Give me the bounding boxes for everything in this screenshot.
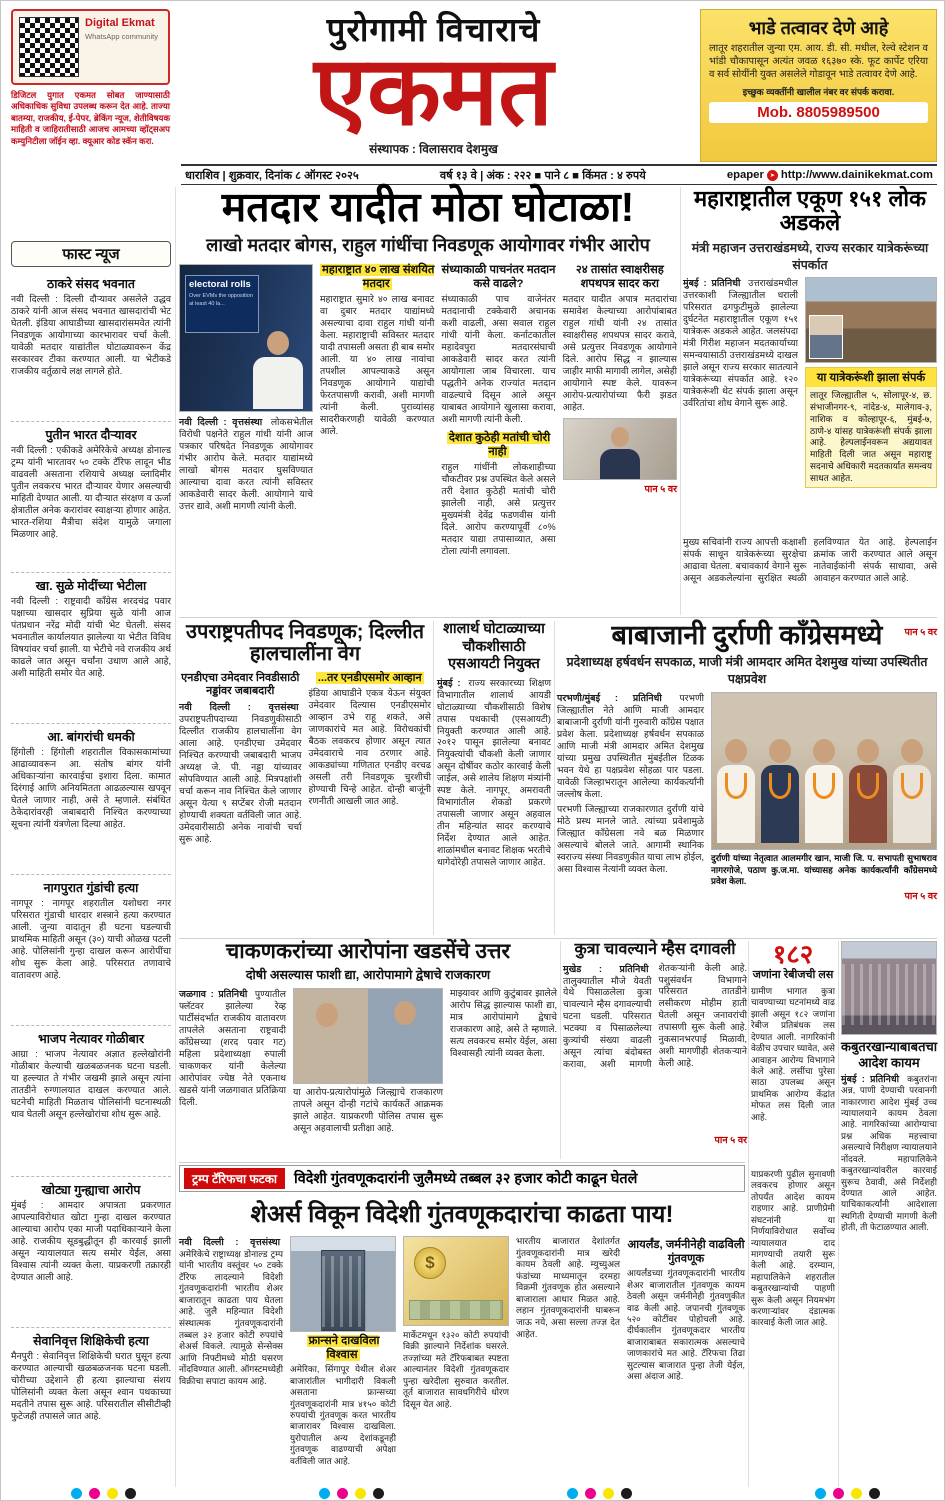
france-body: अमेरिका, सिंगापूर येथील शेअर बाजारांतील भागीदारी विकली असताना फ्रान्सच्या गुंतवणूकदारांनी मात्र ४१५० कोटी रुपयांची गुंतवणूक करत भारतीय बाजारावर विश्वास दाखविला. युरोपातील अन्य देशांकडूनही गुंतवणूक वाढण्याची अपेक्षा वर्तविली जात आहे.: [290, 1364, 396, 1466]
market-col-1: [179, 1236, 283, 1484]
fast-news-body: नवी दिल्ली : राष्ट्रवादी काँग्रेस शरदचंद्र पवार पक्षाच्या खासदार सुप्रिया सुळे यांनी आज पंतप्रधान नरेंद्र मोदी यांची भेट घेतली. संसद भवनातील कार्यालयात झालेल्या या भेटीत विविध विषयांवर चर्चा झाली. या भेटीचे नवे राजकीय अर्थ काढले जात असून चर्चांना उधाण आले आहे, अशी माहिती समोर येत आहे.: [11, 596, 171, 678]
dateline-place: धाराशिव | शुक्रवार, दिनांक ८ ऑगस्ट २०२५: [185, 169, 359, 182]
qr-ad-subtitle: WhatsApp community: [85, 31, 158, 41]
print-registration-marks: [71, 1488, 136, 1499]
cmyk-dot: [585, 1488, 596, 1499]
vp-body-2: इंडिया आघाडीने एकत्र येऊन संयुक्त उमेदवार दिल्यास एनडीएसमोर आव्हान उभे राहू शकते, असे जाणकारांचे मत आहे. विरोधकांची बैठक लवकरच होणार असून त्यात उमेदवाराचे नाव ठरणार आहे. आकड्यांच्या गणितात एनडीए वरचढ असली तरी निवडणूक चुरशीची होण्याची चिन्हे आहेत. दोन्ही बाजूंनी रणनीती आखली जात आहे.: [308, 687, 431, 806]
babajani-text-col: [557, 692, 704, 938]
vp-headline: उपराष्ट्रपतीपद निवडणूक; दिल्लीत हालचालींना वेग: [186, 621, 424, 666]
epaper-globe-icon: ➤: [767, 170, 778, 181]
fast-news-item: [11, 271, 171, 422]
fast-news-title: भाजप नेत्यावर गोळीबार: [37, 1032, 145, 1046]
market-body-mid: मार्केटमधून १३२० कोटी रुपयांची विक्री झाल्याने निर्देशांक घसरले. तज्ज्ञांच्या मते टॅरिफबाबत स्पष्टता आल्यानंतर विदेशी गुंतवणूकदार पुन्हा खरेदीला सुरुवात करतील. तूर्त बाजारात सावधगिरीचे धोरण दिसून येत आहे.: [403, 1330, 509, 1409]
market-col-3: [403, 1236, 509, 1484]
vp-kicker-1: एनडीएचा उमेदवार निवडीसाठी नड्डांवर जबाबदारी: [181, 671, 300, 697]
fast-news-title: खोट्या गुन्ह्याचा आरोप: [41, 1183, 141, 1197]
fast-news-title: खा. सुळे मोदींच्या भेटीला: [35, 579, 147, 593]
fast-news-item: [11, 1328, 171, 1479]
currency-stack: [409, 1300, 503, 1320]
rabies-body: ग्रामीण भागात कुत्रा चावण्याच्या घटनांमध्ये वाढ झाली असून १८२ जणांना रेबीज प्रतिबंधक लस देण्यात आली. नागरिकांनी वेळीच उपचार घ्यावेत, असे आवाहन आरोग्य विभागाने केले आहे. लसींचा पुरेसा साठा उपलब्ध असून प्राथमिक आरोग्य केंद्रांत मोफत लस दिली जात आहे.: [751, 985, 835, 1122]
pigeon-body-2: याप्रकरणी पुढील सुनावणी लवकरच होणार असून तोपर्यंत आदेश कायम राहणार आहे. प्राणीप्रेमी संघटनांनी या निर्णयाविरोधात सर्वोच्च न्यायालयात दाद मागण्याची तयारी सुरू केली आहे. दरम्यान, महापालिकेने शहरातील कबुतरखान्यांची पाहणी सुरू केली असून नियमभंग करणाऱ्यांवर दंडात्मक कारवाई केली जात आहे.: [751, 1169, 835, 1328]
person-figure: [848, 739, 888, 849]
person-head: [316, 1003, 338, 1027]
fast-news-column: [11, 241, 171, 1488]
fast-news-header: फास्ट न्यूज: [11, 241, 171, 267]
photo-party-induction-group: [711, 692, 937, 850]
continued-on-page-ref: पान ५ वर: [644, 483, 677, 495]
tariff-banner: [179, 1165, 745, 1192]
trapped-byline: मुंबई : प्रतिनिधी: [683, 277, 741, 289]
photo-bse-building: [290, 1236, 396, 1332]
sit-byline: मुंबई :: [437, 676, 461, 688]
person-head: [267, 331, 289, 355]
contact-box-body: लातूर जिल्ह्यातील ५, सोलापूर-४, छ. संभाजीनगर-९, नांदेड-४, मालेगाव-३, नाशिक व कोल्हापूर-६, मुंबई-७, ठाणे-४ यांसह यात्रेकरूंशी संपर्क झाला आहे. हेल्पलाईनवरून अद्ययावत माहिती दिली जात असून महाराष्ट्र सदनाचे अधिकारी मदतकार्यात समन्वय साधत आहेत.: [810, 390, 932, 483]
lead-sub1-title: महाराष्ट्रात ४० लाख संशयित मतदार: [322, 264, 435, 290]
babajani-congress-story: [557, 621, 937, 935]
trapped-text-col: [683, 277, 798, 533]
qr-ad-body: डिजिटल युगात एकमत सोबत जाण्यासाठी अधिकाधिक सुविधा उपलब्ध करून देत आहे. ताज्या बातम्या, राजकीय, ई-पेपर, ब्रेकिंग न्यूज, शेतीविषयक माहिती व जाहिरातीसाठी आजच आमच्या व्हॉट्सअप कम्युनिटीला जॉईन व्हा. क्यूआर कोड स्कॅन करा.: [11, 90, 170, 146]
rent-ad-note: इच्छुक व्यक्तींनी खालील नंबर वर संपर्क करावा.: [742, 86, 895, 97]
cmyk-dot: [567, 1488, 578, 1499]
rent-advertisement: [700, 9, 937, 162]
bse-tower: [321, 1250, 365, 1331]
khadse-body-2: माझ्यावर आणि कुटुंबावर झालेले आरोप सिद्ध झाल्यास फाशी द्या, मात्र आरोपांमागे द्वेषाचे राजकारण आहे, असे ते म्हणाले. सत्य लवकरच समोर येईल, असा विश्वासही त्यांनी व्यक्त केला.: [450, 988, 557, 1058]
fast-news-title: नागपुरात गुंडांची हत्या: [43, 881, 139, 895]
fast-news-body: मुंबई : आमदार अपात्रता प्रकरणात आपल्याविरोधात खोटा गुन्हा दाखल करण्यात आल्याचा आरोप एका माजी पदाधिकाऱ्याने केला आहे. राजकीय सूडबुद्धीतून ही कारवाई झाली असून न्यायालयात सत्य समोर येईल, असा विश्वास त्यांनी व्यक्त केला. याप्रकरणी तक्रारही देण्यात आली आहे.: [11, 1200, 171, 1282]
market-body-2: भारतीय बाजारात देशांतर्गत गुंतवणूकदारांनी मात्र खरेदी कायम ठेवली आहे. म्युच्युअल फंडांच्या माध्यमातून दरमहा विक्रमी गुंतवणूक होत असल्याने बाजाराला आधार मिळत आहे. लहान गुंतवणूकदारांनी घाबरून जाऊ नये, असा सल्ला तज्ज्ञ देत आहेत.: [516, 1236, 620, 1339]
print-registration-marks: [815, 1488, 880, 1499]
babajani-body-2: परभणी जिल्ह्याच्या राजकारणात दुर्राणी यांचे मोठे प्रस्थ मानले जाते. त्यांच्या प्रवेशामुळे जिल्ह्यात काँग्रेसला नवे बळ मिळणार असल्याचे बोलले जाते. आगामी स्थानिक स्वराज्य संस्था निवडणुकीत याचा लाभ होईल, असा विश्वास नेत्यांनी व्यक्त केला.: [557, 803, 704, 874]
continued-on-page-ref: पान ५ वर: [714, 1134, 747, 1146]
fast-news-title: सेवानिवृत्त शिक्षिकेची हत्या: [33, 1334, 149, 1348]
lead-headline: मतदार यादीत मोठा घोटाळा!: [221, 184, 635, 230]
lead-col-1: [320, 264, 434, 594]
person-head: [611, 427, 629, 447]
market-body-1: अमेरिकेचे राष्ट्राध्यक्ष डोनाल्ड ट्रम्प यांनी भारतीय वस्तूंवर ५० टक्के टॅरिफ लादल्याने विदेशी गुंतवणूकदारांनी भारतीय शेअर बाजारातून काढता पाय घेतला आहे. जुलै महिन्यात विदेशी संस्थात्मक गुंतवणूकदारांनी तब्बल ३२ हजार कोटी रुपयांचे शेअर्स विकले. त्यामुळे सेन्सेक्स आणि निफ्टीमध्ये मोठी घसरण नोंदविण्यात आली. ऑगस्टमध्येही विक्रीचा सपाटा कायम आहे.: [179, 1248, 283, 1386]
divider: [748, 941, 749, 1487]
presentation-slide: [185, 275, 259, 333]
vp-election-story: [179, 621, 431, 935]
vp-col-2: [309, 672, 432, 928]
contacted-pilgrims-box: [805, 367, 937, 488]
buffalo-byline: मुखेड : प्रतिनिधी: [563, 962, 649, 974]
divider: [179, 617, 937, 618]
cmyk-dot: [815, 1488, 826, 1499]
buffalo-body: तालुक्यातील मौजे येवती येथे पिसाळलेला कुत्रा चावल्याने म्हैस दगावल्याची घटना घडली. परिसरात भटक्या व पिसाळलेल्या कुत्र्यांची संख्या वाढली असून त्यांचा बंदोबस्त करावा, अशी मागणी शेतकऱ्यांनी केली आहे. पशुसंवर्धन विभागाने परिसरात तातडीने लसीकरण मोहीम हाती घेतली असून जनावरांची तपासणी सुरू केली आहे. नुकसानभरपाई मिळावी, अशी मागणीही शेतकऱ्याने केली आहे.: [563, 962, 747, 1070]
epaper-label: epaper: [726, 169, 764, 181]
continued-on-page-ref: पान ५ वर: [904, 627, 937, 639]
sit-body: राज्य सरकारच्या शिक्षण विभागातील शालार्थ आयडी घोटाळ्याच्या चौकशीसाठी विशेष तपास पथकाची (एसआयटी) नियुक्ती करण्यात आली आहे. २०१२ पासून झालेल्या बनावट नियुक्त्यांची चौकशी केली जाणार असून दोषींवर कठोर कारवाई केली जाईल, असे शालेय शिक्षण मंत्र्यांनी स्पष्ट केले. नागपूर, अमरावती विभागांतील शेकडो प्रकरणे तपासली जाणार असून अहवाल तीन महिन्यांत सादर करण्याचे निर्देश देण्यात आले आहेत. शाळांमधील बनावट शिक्षक भरतीचे धागेदोरेही तपासले जाणार आहेत.: [437, 677, 551, 867]
buffalo-story: [563, 941, 747, 1159]
tariff-banner-text: विदेशी गुंतवणूकदारांनी जुलैमध्ये तब्बल ३२ हजार कोटी काढून घेतले: [294, 1171, 638, 1187]
qr-ad-brand: Digital Ekmat: [85, 17, 155, 29]
masthead-title: एकमत: [314, 37, 553, 145]
pigeon-house-story: [841, 941, 937, 1487]
photo-money-dollar: [403, 1236, 509, 1326]
buffalo-headline: कुत्रा चावल्याने म्हैस दगावली: [574, 941, 736, 958]
photo-landslide: [805, 277, 937, 363]
fast-news-body: आग्रा : भाजप नेत्यावर अज्ञात हल्लेखोरांनी गोळीबार केल्याची खळबळजनक घटना घडली. या हल्ल्यात ते गंभीर जखमी झाले असून त्यांना तातडीने रुग्णालयात दाखल करण्यात आले. घटनेची माहिती मिळताच पोलिसांनी घटनास्थळी धाव घेतली असून हल्लेखोरांचा शोध सुरू आहे.: [11, 1049, 171, 1119]
fast-news-body: नवी दिल्ली : एकीकडे अमेरिकेचे अध्यक्ष डोनाल्ड ट्रम्प यांनी भारतावर ५० टक्के टॅरिफ लादून भीड वाढवली असताना रशियाचे अध्यक्ष व्लादिमीर पुतीन लवकरच भारत दौऱ्यावर येणार असल्याची माहिती देण्यात आली. या दौऱ्यात संरक्षण व ऊर्जा क्षेत्रातील अनेक करारांवर स्वाक्षऱ्या होणार आहेत. भारत-रशिया मैत्रीचा संदेश यामुळे जगाला मिळणार आहे.: [11, 445, 171, 539]
pigeon-body-1: कबुतरांना अन्न, पाणी देण्याची परवानगी नाकारणारा आदेश मुंबई उच्च न्यायालयाने कायम ठेवला आहे. नागरिकांच्या आरोग्याचा प्रश्न अधिक महत्त्वाचा असल्याचे निरीक्षण न्यायालयाने नोंदवले. महापालिकेने कबुतरखान्यांवरील कारवाई सुरूच ठेवावी, असे निर्देशही देण्यात आले आहेत. याचिकाकर्त्यांनी आदेशाला स्थगिती देण्याची मागणी केली होती, ती फेटाळण्यात आली.: [841, 1073, 937, 1233]
khadse-col-1: [179, 988, 286, 1150]
print-registration-marks: [319, 1488, 384, 1499]
lead-sub1-body: महाराष्ट्रात सुमारे ४० लाख बनावट वा दुबार मतदार याद्यांमध्ये असल्याचा दावा राहुल गांधी यांनी केला. महाराष्ट्राची सविस्तर मतदार यादी तपासली असता ही बाब समोर आली. या ४० लाख नावांचा तपशील आपल्याकडे असून निवडणूक आयोगाने याद्यांची फेरतपासणी करावी, अशी मागणी त्यांनी केली. पुराव्यांसह सादरीकरणही यावेळी करण्यात आले.: [320, 294, 435, 436]
vp-col-1: [179, 672, 302, 928]
cmyk-dot: [125, 1488, 136, 1499]
babajani-body-1: परभणी जिल्ह्यातील नेते आणि माजी आमदार बाबाजानी दुर्राणी यांनी गुरुवारी काँग्रेस पक्षात प्रवेश केला. प्रदेशाध्यक्ष हर्षवर्धन सपकाळ आणि माजी मंत्री आमदार अमित देशमुख यांच्या प्रमुख उपस्थितीत मुंबईतील टिळक भवन येथे हा पक्षप्रवेश सोहळा पार पडला. यावेळी जिल्हाभरातून आलेल्या कार्यकर्त्यांनी जल्लोष केला.: [557, 693, 704, 799]
divider: [179, 1162, 745, 1163]
fast-news-item: [11, 1026, 171, 1177]
cmyk-dot: [71, 1488, 82, 1499]
fast-news-body: हिंगोली : हिंगोली शहरातील विकासकामांच्या आढाव्यावरून आ. संतोष बांगर यांनी अधिकाऱ्यांना कारवाईचा इशारा दिला. कामात दिरंगाई आणि अनियमितता आढळल्यास खपवून घेतले जाणार नाही, असे ते म्हणाले. संबंधित ठेकेदारांवरही जबाबदारी निश्चित करण्याच्या सूचना त्यांनी यंत्रणेला दिल्या आहेत.: [11, 747, 171, 829]
divider: [838, 941, 839, 1487]
contact-box-title: या यात्रेकरूंशी झाला संपर्क: [806, 368, 936, 387]
trapped-media-col: [805, 277, 937, 533]
khadse-headline: चाकणकरांच्या आरोपांना खडसेंचे उत्तर: [225, 940, 511, 963]
market-col-5: [627, 1236, 745, 1484]
market-col-2: [290, 1236, 396, 1484]
lead-sub3-body: मतदार यादीत अपात्र मतदारांचा समावेश केल्याच्या आरोपांबाबत राहुल गांधी यांनी २४ तासांत स्वाक्षरीसह शपथपत्र सादर करावे, असे प्रत्युत्तर निवडणूक आयोगाने दिले. आरोप सिद्ध न झाल्यास जाहीर माफी मागावी लागेल, असेही आयोगाने स्पष्ट केले. यावरून आरोप-प्रत्यारोपांच्या फैरी झडत आहेत.: [562, 294, 677, 412]
sit-inquiry-story: [437, 621, 551, 935]
building-windows: [842, 964, 936, 1025]
masthead-tagline: पुरोगामी विचाराचे: [326, 11, 541, 48]
babajani-deck: प्रदेशाध्यक्ष हर्षवर्धन सपकाळ, माजी मंत्री आमदार अमित देशमुख यांच्या उपस्थितीत पक्षप्रवेश: [566, 655, 928, 687]
tariff-banner-label: ट्रम्प टॅरिफचा फटका: [184, 1168, 285, 1189]
pigeon-headline: कबुतरखान्याबाबतचा आदेश कायम: [841, 1039, 938, 1070]
rabies-story: [751, 941, 835, 1159]
khadse-body-3: या आरोप-प्रत्यारोपांमुळे जिल्ह्याचे राजकारण तापले असून दोन्ही गटांचे कार्यकर्ते आक्रमक झाले आहेत. याप्रकरणी पोलिस तपास सुरू असून अहवालाची प्रतीक्षा आहे.: [293, 1087, 443, 1133]
lead-deck: लाखो मतदार बोगस, राहुल गांधींचा निवडणूक आयोगावर गंभीर आरोप: [206, 235, 650, 255]
trapped-headline: महाराष्ट्रातील एकूण १५१ लोक अडकले: [693, 186, 927, 236]
lead-byline: नवी दिल्ली : वृत्तसंस्था: [179, 416, 263, 427]
person-figure: [760, 739, 800, 849]
cmyk-dot: [373, 1488, 384, 1499]
lead-intro-text: लोकसभेतील विरोधी पक्षनेते राहुल गांधी यांनी आज पत्रकार परिषदेत निवडणूक आयोगावर गंभीर आरोप केले. मतदार याद्यांमध्ये लाखो बोगस मतदार घुसविण्यात आल्याचा दावा करत त्यांनी सविस्तर आकडेवारी सादर केली. आयोगाने याचे उत्तर द्यावे, अशी मागणी त्यांनी केली.: [179, 417, 313, 511]
trapped-pilgrims-story: [683, 186, 937, 639]
babajani-media-col: [711, 692, 937, 938]
rent-ad-phone: Mob. 8805989500: [709, 102, 928, 123]
cmyk-dot: [851, 1488, 862, 1499]
qr-code-icon: [19, 17, 79, 77]
divider: [560, 941, 561, 1159]
market-headline: शेअर्स विकून विदेशी गुंतवणूकदारांचा काढता पाय!: [250, 1201, 674, 1228]
photo-caption: दुर्राणी यांच्या नेतृत्वात आलमगीर खान, माजी जि. प. सभापती सुभाषराव नागरगोजे, पठाण कु.ज.मा. यांच्यासह अनेक कार्यकर्त्यांनी काँग्रेसमध्ये प्रवेश केला.: [711, 853, 937, 886]
sit-headline: शालार्थ घोटाळ्याच्या चौकशीसाठी एसआयटी नियुक्त: [443, 621, 545, 673]
photo-fadnavis: [563, 418, 677, 480]
divider: [433, 621, 434, 935]
france-subhead: फ्रान्सने दाखविला विश्वास: [308, 1335, 380, 1361]
cmyk-dot: [89, 1488, 100, 1499]
masthead-founder: संस्थापक : विलासराव देशमुख: [369, 141, 498, 156]
fast-news-item: [11, 1177, 171, 1328]
babajani-headline: बाबाजानी दुर्राणी काँग्रेसमध्ये: [611, 620, 883, 650]
masthead: [181, 13, 686, 165]
khadse-media-col: [293, 988, 443, 1150]
divider: [179, 938, 937, 939]
digital-ekmat-qr-ad: [11, 9, 170, 237]
dollar-icon: $: [414, 1247, 446, 1279]
cmyk-dot: [319, 1488, 330, 1499]
person-figure: [716, 739, 756, 849]
lead-sub2-title: संध्याकाळी पाचनंतर मतदान कसे वाढले?: [441, 264, 556, 290]
khadse-deck: दोषी असल्यास फाशी द्या, आरोपामागे द्वेषाचे राजकारण: [245, 968, 491, 983]
rabies-count: १८२: [772, 939, 814, 969]
fast-news-item: [11, 422, 171, 573]
cmyk-dot: [355, 1488, 366, 1499]
photo-high-court: [841, 941, 937, 1035]
trapped-deck: मंत्री महाजन उत्तराखंडमध्ये, राज्य सरकार यात्रेकरूंच्या संपर्कात: [691, 241, 929, 273]
person-figure: [252, 331, 304, 411]
fast-news-body: मैनपुरी : सेवानिवृत्त शिक्षिकेची घरात घुसून हत्या करण्यात आल्याची खळबळजनक घटना घडली. चोरीच्या उद्देशाने ही हत्या झाल्याचा संशय पोलिसांनी व्यक्त केला असून श्वान पथकाच्या मदतीने तपास सुरू आहे. परिसरातील सीसीटीव्ही फुटेजही तपासले जात आहे.: [11, 1351, 171, 1421]
fast-news-item: [11, 573, 171, 724]
dateline-issue: वर्ष १३ वे | अंक : २२२ ■ पाने ८ ■ किंमत : ४ रुपये: [439, 169, 646, 182]
khadse-body-1: पुण्यातील फ्लॅटवर झालेल्या रेव्ह पार्टीसंदर्भात राजकीय वातावरण तापलेले असताना राष्ट्रवादी काँग्रेसच्या (शरद पवार गट) महिला प्रदेशाध्यक्षा रुपाली चाकणकर यांनी केलेल्या आरोपांवर ज्येष्ठ नेते एकनाथ खडसे यांनी जळगावात प्रतिक्रिया दिली.: [179, 989, 287, 1107]
fast-news-title: ठाकरे संसद भवनात: [47, 277, 135, 291]
lead-col-2: [441, 264, 555, 594]
babajani-byline: परभणी/मुंबई : प्रतिनिधी: [557, 692, 662, 704]
cmyk-dot: [337, 1488, 348, 1499]
dateline-bar: [181, 164, 937, 185]
market-byline: नवी दिल्ली : वृत्तसंस्था: [179, 1236, 280, 1247]
photo-minister-inset: [809, 315, 843, 359]
lead-story: [179, 184, 677, 615]
cmyk-dot: [603, 1488, 614, 1499]
vp-body-1: उपराष्ट्रपतीपदाच्या निवडणुकीसाठी दिल्लीत राजकीय हालचालींना वेग आला आहे. एनडीएचा उमेदवार निश्चित करण्याची जबाबदारी भाजप अध्यक्ष जे. पी. नड्डा यांच्यावर सोपविण्यात आली आहे. मित्रपक्षांशी चर्चा करून नाव निश्चित केले जाणार असून येत्या ९ सप्टेंबर रोजी मतदान होण्याची शक्यता वर्तविली जात आहे. उमेदवारीसाठी अनेक नावांची चर्चा सुरू आहे.: [179, 714, 302, 844]
fast-news-body: नागपूर : नागपूर शहरातील यशोधरा नगर परिसरात गुंडाची धारदार शस्त्राने हत्या करण्यात आली. जुन्या वादातून ही घटना घडल्याची प्राथमिक माहिती असून (३०) याची ओळख पटली आहे. पोलिसांनी गुन्हा दाखल करून आरोपींचा शोध सुरू केला आहे. परिसरात तणावाचे वातावरण आहे.: [11, 898, 171, 980]
pigeon-story-continued: [751, 1169, 835, 1487]
slide-subtext: Over EVMs the opposition at least 40 la...: [189, 293, 253, 307]
rabies-headline: जणांना रेबीजची लस: [752, 969, 834, 981]
person-head: [394, 1001, 416, 1025]
ireland-subhead: आयर्लंड, जर्मनीनेही वाढविली गुंतवणूक: [627, 1239, 745, 1265]
lead-sub3-title: २४ तासांत स्वाक्षरीसह शपथपत्र सादर करा: [575, 264, 664, 290]
slide-title: electoral rolls: [189, 279, 251, 290]
pigeon-byline: मुंबई : प्रतिनिधी: [841, 1072, 900, 1084]
person-torso: [253, 357, 303, 409]
person-torso: [600, 449, 640, 479]
vp-kicker-2: ...तर एनडीएसमोर आव्हान: [317, 671, 422, 684]
trapped-body-1: उत्तराखंडमधील उत्तरकाशी जिल्ह्यातील धराली परिसरात ढगफुटीमुळे झालेल्या दुर्घटनेत महाराष्ट्रातील एकूण १५१ यात्रेकरू अडकले आहेत. जलसंपदा मंत्री गिरीश महाजन मदतकार्याच्या समन्वयासाठी उत्तराखंडमध्ये दाखल झाले असून राज्य सरकार सातत्याने यात्रेकरूंच्या संपर्कात आहे. १२० यात्रेकरूंशी थेट संपर्क झाला असून उर्वरितांचा शोध वेगाने सुरू आहे.: [683, 278, 798, 408]
fast-news-title: पुतीन भारत दौऱ्यावर: [45, 428, 137, 442]
fast-news-item: [11, 724, 171, 875]
fii-selloff-story: [179, 1165, 745, 1487]
person-figure: [804, 739, 844, 849]
divider: [680, 187, 681, 615]
trapped-body-2: मुख्य सचिवांनी राज्य आपत्ती कक्षाशी संपर्क साधून यात्रेकरूंच्या सुरक्षेचा आढावा घेतला. बचावकार्य वेगाने सुरू असून अडकलेल्यांना सुरक्षित स्थळी हलविण्यात येत आहे. हेल्पलाईन क्रमांक जारी करण्यात आले असून नातेवाईकांनी संपर्क साधावा, असे आवाहन करण्यात आले आहे.: [683, 537, 937, 584]
fadnavis-quote-body: राहुल गांधींनी लोकशाहीच्या चौकटीवर प्रश्न उपस्थित केले असले तरी देशात कुठेही मतांची चोरी झालेली नाही, असे प्रत्युत्तर मुख्यमंत्री देवेंद्र फडणवीस यांनी दिले. आरोप करण्यापूर्वी ८०% मतदार याद्या तपासाव्यात, असा टोला त्यांनी लगावला.: [441, 462, 556, 556]
market-col-4: [516, 1236, 620, 1484]
fast-news-item: [11, 875, 171, 1026]
continued-on-page-ref: पान ५ वर: [904, 891, 937, 903]
cmyk-dot: [621, 1488, 632, 1499]
fast-news-title: आ. बांगरांची धमकी: [47, 730, 135, 744]
person-figure: [892, 739, 932, 849]
khadse-reply-story: [179, 941, 557, 1159]
lead-sub2-body: संध्याकाळी पाच वाजेनंतर मतदानाची टक्केवारी अचानक कशी वाढली, असा सवाल राहुल गांधी यांनी केला. कर्नाटकातील महादेवपुरा मतदारसंघाची आकडेवारी सादर करत त्यांनी आयोगाला जाब विचारला. याच पद्धतीने अनेक राज्यांत मतदान वाढल्याचे दिसून आले असून याबाबत आयोगाने खुलासा करावा, अशी मागणी त्यांनी केली.: [441, 294, 556, 424]
fast-news-body: नवी दिल्ली : दिल्ली दौऱ्यावर असलेले उद्धव ठाकरे यांनी आज संसद भवनात खासदारांची भेट घेतली. इंडिया आघाडीच्या खासदारांसमवेत त्यांनी निवडणूक आयोगाच्या कारभारावर चर्चा केली. यावेळी मतदार याद्यांतील घोटाळ्यावरून केंद्र सरकारवर टीका करण्यात आली. या भेटीकडे राजकीय वर्तुळाचे लक्ष लागले होते.: [11, 294, 171, 376]
khadse-col-2: [450, 988, 557, 1150]
fadnavis-quote-title: देशात कुठेही मतांची चोरी नाही: [448, 431, 551, 458]
cmyk-dot: [107, 1488, 118, 1499]
ireland-body: आयर्लंडच्या गुंतवणूकदारांनी भारतीय शेअर बाजारातील गुंतवणूक कायम ठेवली असून जर्मनीनेही गुंतवणुकीत वाढ केली आहे. जपानची गुंतवणूक ५२० कोटींवर पोहोचली आहे. दीर्घकालीन गुंतवणूकदार भारतीय बाजाराबाबत सकारात्मक असल्याचे जाणकारांचे मत आहे. टॅरिफचा तिढा सुटल्यास बाजारात पुन्हा तेजी येईल, असा अंदाज आहे.: [627, 1268, 745, 1382]
cmyk-dot: [869, 1488, 880, 1499]
epaper-url[interactable]: http://www.dainikekmat.com: [780, 169, 933, 181]
rent-ad-title: भाडे तत्वावर देणे आहे: [748, 18, 889, 38]
vp-byline: नवी दिल्ली : वृत्तसंस्था: [179, 701, 299, 713]
photo-chakankar-khadse: [293, 988, 443, 1084]
photo-rahul-gandhi: [179, 264, 313, 412]
print-registration-marks: [567, 1488, 632, 1499]
epaper-link-group: [727, 169, 933, 181]
divider: [554, 621, 555, 935]
lead-col-3: [563, 264, 677, 594]
khadse-byline: जळगाव : प्रतिनिधी: [179, 988, 248, 1000]
lead-intro: [179, 416, 313, 513]
qr-ad-box: [11, 9, 170, 85]
cmyk-dot: [833, 1488, 844, 1499]
rent-ad-body: लातूर शहरातील जुन्या एम. आय. डी. सी. मधील, रेल्वे स्टेशन व भांडी चौकापासून अत्यंत जवळ १६३७० स्के. फूट कार्पेट एरिया व सर्व सोयींनी युक्त असलेले गोडावून भाडे तत्वावर देणे आहे.: [709, 43, 928, 80]
lead-col-photo: [179, 264, 313, 594]
divider: [175, 187, 176, 1487]
